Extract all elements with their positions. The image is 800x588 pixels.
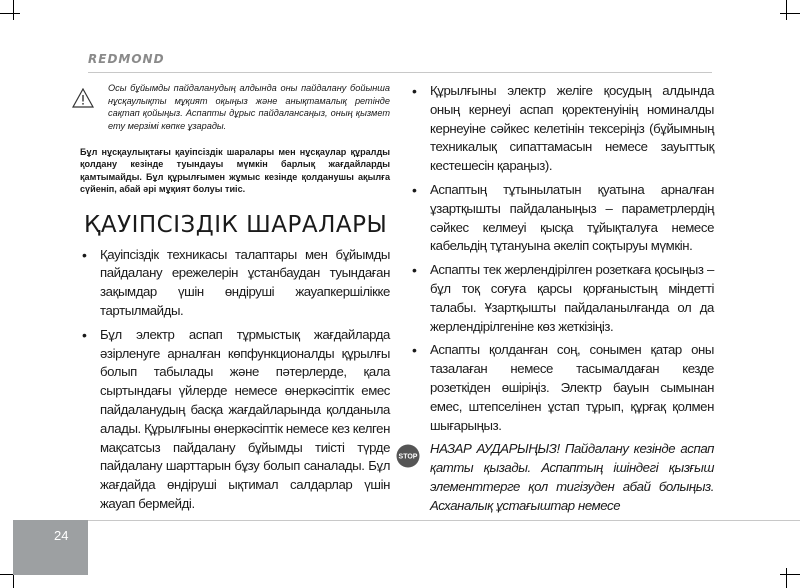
list-item: • Бұл электр аспап тұрмыстық жағдайларда әзірленуге арналған көпфункционалды құрылғы болып табылады және пәтерлерде, қала сыртындағы үйлерде немесе өнеркәсіптік емес пайдаланудың басқа жағдайларында қолданыла алады. Құрылғыны өнеркәсіптік немесе кез келген мақсатсыз пайдалану бұйымды тиісті түрде пайдалану шарттарын бұзу болып саналады. Бұл жағдайда өндіруші ықтимал салдарлар үшін жауап бермейді.: [82, 326, 390, 511]
stop-sign-icon: [396, 444, 420, 468]
page-number: 24: [54, 528, 69, 543]
header-rule: [88, 72, 712, 73]
crop-mark: [780, 13, 800, 14]
page-number-box: [13, 520, 88, 575]
bullet-icon: •: [82, 326, 87, 343]
brand-logo: REDMOND: [88, 52, 165, 66]
left-bullet-list: [78, 246, 390, 514]
bullet-icon: •: [412, 262, 417, 279]
bullet-icon: •: [412, 342, 417, 359]
crop-mark: [786, 0, 787, 20]
footer-rule: [88, 520, 800, 521]
bullet-icon: •: [412, 181, 417, 198]
right-column: [398, 82, 714, 516]
list-item: • Аспаптың тұтынылатын қуатына арналған ұзартқышты пайдаланыңыз – параметрлердің сәйкес келмеуі қысқа тұйықталуға немесе кабельдің тұтануына әкеліп соқтыруы мүмкін.: [412, 181, 714, 254]
right-bullet-list: [408, 82, 714, 435]
left-column: [68, 82, 390, 519]
section-title: ҚАУІПСІЗДІК ШАРАЛАРЫ: [84, 211, 388, 238]
list-item: • Қауіпсіздік техникасы талаптары мен бұйымды пайдалану ережелерін ұстанбаудан туындаған зақымдар үшін өндіруші жауапкершілікке тартылмайды.: [82, 246, 390, 319]
crop-mark: [786, 568, 787, 588]
crop-mark: [780, 574, 800, 575]
bullet-icon: •: [412, 83, 417, 99]
stop-label: STOP: [398, 453, 418, 461]
list-item: • Құрылғыны электр желіге қосудың алдында оның кернеуі аспап қоректенуінің номиналды кернеуіне сәйкес келетінін тексеріңіз (бұйымның техникалық сипаттамасын немесе зауыттық кестешесін қараңыз).: [412, 83, 714, 174]
list-item: • Аспапты қолданған соң, сонымен қатар оны тазалаған немесе тасымалдаған кезде розеткіден өшіріңіз. Электр бауын сымынан емес, штепселінен ұстап тұрып, құрғақ қолмен шығарыңыз.: [412, 342, 714, 433]
stop-text: НАЗАР АУДАРЫҢЫЗ! Пайдалану кезінде аспап қатты қызады. Аспаптың ішіндегі қызғыш элементтерге қол тигізуден абай болыңыз. Асханалық ұстағыштар немесе: [430, 441, 714, 513]
crop-mark: [0, 13, 20, 14]
crop-mark: [13, 0, 14, 20]
list-item: • Аспапты тек жерлендірілген розеткаға қосыңыз – бұл тоқ соғуға қарсы қорғаныстың міндетті талабы. Ұзартқышты пайдаланылғанда ол да жерлендірілгеніне көз жеткізіңіз.: [412, 262, 714, 334]
warning-note: [68, 82, 390, 140]
warning-triangle-icon: [72, 88, 94, 108]
intro-paragraph: Бұл нұсқаулықтағы қауіпсіздік шаралары мен нұсқаулар құралды қолдану кезінде туындауы мүмкін барлық жағдайларды қамтымайды. Бұл құрылғымен жұмыс кезінде қолданушы ақылға сүйеніп, абай әрі мұқият болуы тиіс.: [80, 147, 390, 195]
stop-note: [398, 440, 714, 515]
bullet-icon: •: [82, 246, 87, 263]
warning-text: Осы бұйымды пайдаланудың алдында оны пайдалану бойынша нұсқаулықты мұқият оқыңыз және анықтамалық ретінде сақтап қойыңыз. Аспапты дұрыс пайдалансаңыз, оның қызмет ету мерзімі көпке ұзарады.: [108, 83, 390, 131]
